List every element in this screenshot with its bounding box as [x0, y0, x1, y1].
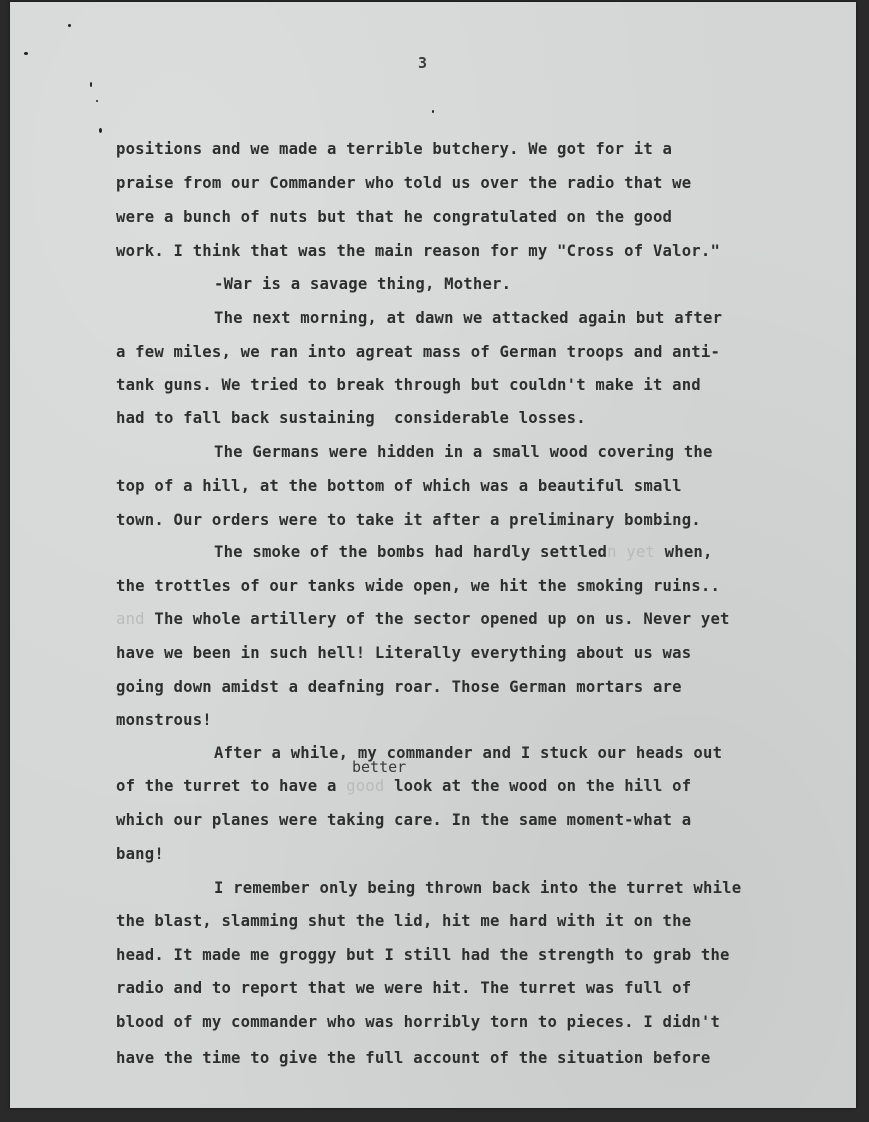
- struck-text: n yet: [607, 543, 656, 561]
- text-line: head. It made me groggy but I still had the strength to grab the: [116, 946, 730, 964]
- text-line: [214, 543, 713, 561]
- text-line: [116, 777, 691, 795]
- document-page: [10, 2, 856, 1108]
- paper-speck: [90, 82, 92, 87]
- text-line: which our planes were taking care. In the same moment-what a: [116, 811, 692, 829]
- text-line: going down amidst a deafning roar. Those German mortars are: [116, 678, 682, 696]
- text-line: praise from our Commander who told us over the radio that we: [116, 174, 692, 192]
- text-line: blood of my commander who was horribly torn to pieces. I didn't: [116, 1013, 721, 1031]
- interlinear-correction: better: [352, 758, 407, 776]
- text-segment: of the turret to have a: [116, 777, 347, 795]
- text-line: After a while, my commander and I stuck our heads out: [214, 744, 723, 762]
- page-number: 3: [418, 54, 428, 72]
- text-line: had to fall back sustaining considerable losses.: [116, 409, 586, 427]
- text-line: work. I think that was the main reason for my "Cross of Valor.": [116, 242, 721, 260]
- text-line: bang!: [116, 845, 164, 863]
- paper-speck: [68, 24, 71, 27]
- text-line: positions and we made a terrible butchery. We got for it a: [116, 140, 673, 158]
- paper-speck: [96, 100, 98, 102]
- text-line: have the time to give the full account of the situation before: [116, 1049, 711, 1067]
- text-line: top of a hill, at the bottom of which was a beautiful small: [116, 477, 682, 495]
- text-segment: The whole artillery of the sector opened up on us. Never yet: [144, 610, 730, 628]
- text-segment: look at the wood on the hill of: [384, 777, 692, 795]
- text-line: town. Our orders were to take it after a preliminary bombing.: [116, 511, 701, 529]
- text-line: The next morning, at dawn we attacked again but after: [214, 309, 723, 327]
- text-line: The Germans were hidden in a small wood covering the: [214, 443, 713, 461]
- struck-text: good: [346, 777, 385, 795]
- text-line: the blast, slamming shut the lid, hit me hard with it on the: [116, 912, 692, 930]
- text-segment: The smoke of the bombs had hardly settled: [214, 543, 608, 561]
- text-line: a few miles, we ran into agreat mass of German troops and anti-: [116, 343, 721, 361]
- text-segment: when,: [655, 543, 713, 561]
- struck-text: and: [116, 610, 145, 628]
- text-line: tank guns. We tried to break through but couldn't make it and: [116, 376, 701, 394]
- text-line: [116, 610, 730, 628]
- text-line: -War is a savage thing, Mother.: [214, 275, 512, 293]
- text-line: I remember only being thrown back into the turret while: [214, 879, 742, 897]
- text-line: the trottles of our tanks wide open, we hit the smoking ruins..: [116, 577, 721, 595]
- paper-speck: [432, 110, 434, 113]
- text-line: were a bunch of nuts but that he congratulated on the good: [116, 208, 673, 226]
- paper-speck: [99, 128, 102, 133]
- text-line: have we been in such hell! Literally everything about us was: [116, 644, 692, 662]
- text-line: radio and to report that we were hit. The turret was full of: [116, 979, 692, 997]
- paper-speck: [24, 52, 28, 55]
- text-line: monstrous!: [116, 711, 212, 729]
